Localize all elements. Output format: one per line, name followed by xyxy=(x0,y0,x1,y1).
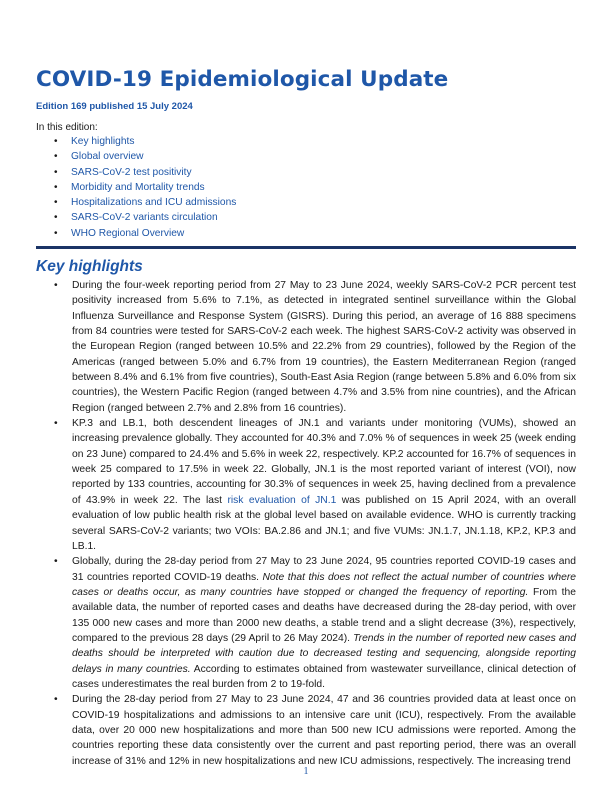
highlight-text: During the 28-day period from 27 May to 23 June 2024, 47 and 36 countries provided data at least once on COVID-19 hospitalizations and admissions to an intensive care unit (ICU), respectively. From the available data, over 20 000 new hospitalizations and more than 500 new ICU admissions were reported. Among the countries reporting these data consistently over the current and past reporting period, there was an overall increase of 31% and 12% in new hospitalizations and new ICU admissions, respectively. The increasing trend xyxy=(72,694,576,767)
toc-item xyxy=(54,180,236,195)
highlight-note: Trends in the number of reported new cases and deaths should be interpreted with caution due to decreased testing and sequencing, alongside reporting delays in many countries. xyxy=(72,632,576,675)
toc-item xyxy=(54,134,236,149)
highlight-text: According to estimates obtained from wastewater surveillance, clinical detection of cases underestimates the real burden from 2 to 19-fold. xyxy=(72,663,576,690)
toc-item xyxy=(54,195,236,210)
highlight-text: KP.3 and LB.1, both descendent lineages of JN.1 and variants under monitoring (VUMs), showed an increasing prevalence globally. They accounted for 40.3% and 7.0% % of sequences in week 25 (week ending on 23 June) compared to 24.4% and 5.6% in week 22, respectively. KP.2 accounted for 16.7% of sequences in week 25 compared to 17.5% in week 22. Globally, JN.1 is the most reported variant of interest (VOI), now reported by 133 countries, accounting for 30.3% of sequences in week 25, having declined from a prevalence of 43.9% in week 22. The last xyxy=(72,418,576,506)
toc-item xyxy=(54,149,236,164)
highlight-text: was published on 15 April 2024, with an overall evaluation of low public health risk at the global level based on available evidence. WHO is currently tracking several SARS-CoV-2 variants; two VOIs: BA.2.86 and JN.1; and five VUMs: JN.1.7, JN.1.18, KP.2, KP.3 and LB.1. xyxy=(72,494,576,552)
highlight-note: Note that this does not reflect the actual number of countries where cases or deaths occur, as many countries have stopped or changed the frequency of reporting. xyxy=(72,571,576,598)
toc-item xyxy=(54,165,236,180)
highlight-hospitalizations xyxy=(54,692,576,769)
risk-evaluation-link[interactable]: risk evaluation of JN.1 xyxy=(227,494,337,506)
toc-link-morbidity-mortality[interactable]: Morbidity and Mortality trends xyxy=(71,181,205,193)
in-this-edition-label: In this edition: xyxy=(36,122,98,133)
toc-link-global-overview[interactable]: Global overview xyxy=(71,151,144,163)
highlight-variants xyxy=(54,416,576,554)
highlight-text: From the available data, the number of reported cases and deaths have decreased during the 28-day period, with over 135 000 new cases and more than 2000 new deaths, a stable trend and a slight decrease (3%), respectively, compared to the previous 28 days (29 April to 26 May 2024). xyxy=(72,586,576,644)
table-of-contents xyxy=(54,134,236,241)
highlight-text: Globally, during the 28-day period from 27 May to 23 June 2024, 95 countries reported COVID-19 cases and 31 countries reported COVID-19 deaths. xyxy=(72,556,576,583)
highlight-text: During the four-week reporting period from 27 May to 23 June 2024, weekly SARS-CoV-2 PCR percent test positivity increased from 5.6% to 7.1%, as detected in integrated sentinel surveillance within the Global Influenza Surveillance and Response System (GISRS). During this period, an average of 16 888 specimens from 84 countries were tested for SARS-CoV-2 each week. The highest SARS-CoV-2 activity was observed in the European Region (ranged between 10.5% and 22.2% from 29 countries), followed by the Region of the Americas (ranged between 5.0% and 6.7% from 19 countries), the Eastern Mediterranean Region (ranged between 8.4% and 6.1% from five countries), South-East Asia Region (range between 5.8% and 6.0% from six countries), the Western Pacific Region (ranged between 4.7% and 3.5% from nine countries), and the African Region (ranged between 2.7% and 2.8% from 16 countries). xyxy=(72,280,576,414)
edition-line: Edition 169 published 15 July 2024 xyxy=(36,101,193,112)
key-highlights-list xyxy=(54,278,576,769)
section-divider xyxy=(36,246,576,249)
toc-link-variants-circulation[interactable]: SARS-CoV-2 variants circulation xyxy=(71,212,218,224)
toc-item xyxy=(54,226,236,241)
highlight-test-positivity xyxy=(54,278,576,416)
toc-item xyxy=(54,210,236,225)
page-title: COVID-19 Epidemiological Update xyxy=(36,67,449,92)
toc-link-test-positivity[interactable]: SARS-CoV-2 test positivity xyxy=(71,166,192,178)
toc-link-hospitalizations-icu[interactable]: Hospitalizations and ICU admissions xyxy=(71,197,237,209)
toc-link-key-highlights[interactable]: Key highlights xyxy=(71,136,135,147)
toc-link-regional-overview[interactable]: WHO Regional Overview xyxy=(71,227,185,239)
highlight-cases-deaths xyxy=(54,554,576,692)
section-heading-key-highlights: Key highlights xyxy=(36,258,143,275)
page-number: 1 xyxy=(303,766,309,777)
